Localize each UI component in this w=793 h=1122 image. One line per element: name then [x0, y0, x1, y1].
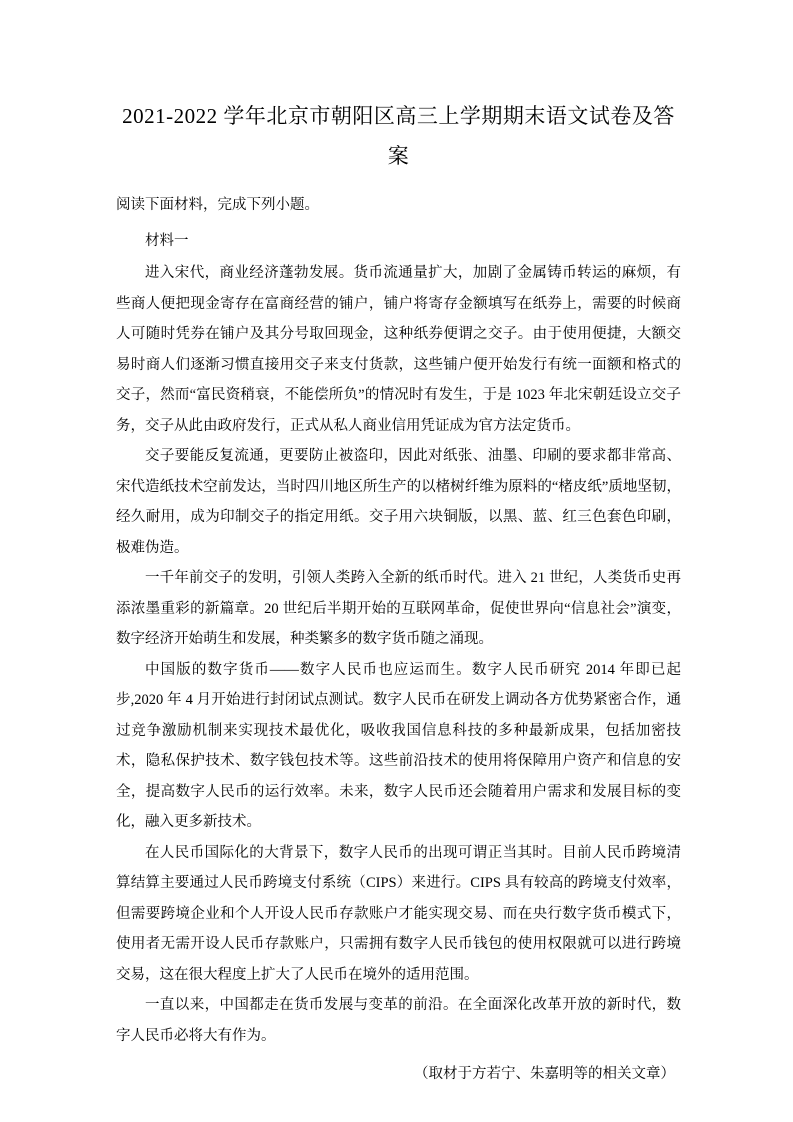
- body-paragraph: 进入宋代，商业经济蓬勃发展。货币流通量扩大，加剧了金属铸币转运的麻烦，有些商人便把现金寄存在富商经营的铺户，铺户将寄存金额填写在纸券上，需要的时候商人可随时凭券在铺户及其分号取回现金，这种纸券便谓之交子。由于使用便捷，大额交易时商人们逐渐习惯直接用交子来支付货款，这些铺户便开始发行有统一面额和格式的交子，然而“富民资稍衰，不能偿所负”的情况时有发生，于是 1023 年北宋朝廷设立交子务，交子从此由政府发行，正式从私人商业信用凭证成为官方法定货币。: [116, 265, 681, 434]
- body-paragraph: 一直以来，中国都走在货币发展与变革的前沿。在全面深化改革开放的新时代，数字人民币必将大有作为。: [116, 997, 681, 1044]
- source-note: （取材于方若宁、朱嘉明等的相关文章）: [414, 1066, 675, 1082]
- page-title: 2021-2022 学年北京市朝阳区高三上学期期末语文试卷及答案: [122, 104, 675, 168]
- reading-instruction: 阅读下面材料，完成下列小题。: [116, 197, 319, 213]
- body-paragraph: 交子要能反复流通，更要防止被盗印，因此对纸张、油墨、印刷的要求都非常高、宋代造纸技术空前发达，当时四川地区所生产的以楮树纤维为原料的“楮皮纸”质地坚韧，经久耐用，成为印制交子的指定用纸。交子用六块铜版，以黑、蓝、红三色套色印刷，极难伪造。: [116, 448, 681, 556]
- body-paragraph: 一千年前交子的发明，引领人类跨入全新的纸币时代。进入 21 世纪，人类货币史再添浓墨重彩的新篇章。20 世纪后半期开始的互联网革命，促使世界向“信息社会”演变，数字经济开始萌生和发展，种类繁多的数字货币随之涌现。: [116, 570, 681, 647]
- body-paragraph: 在人民币国际化的大背景下，数字人民币的出现可谓正当其时。目前人民币跨境清算结算主要通过人民币跨境支付系统（CIPS）来进行。CIPS 具有较高的跨境支付效率，但需要跨境企业和个人开设人民币存款账户才能实现交易、而在央行数字货币模式下，使用者无需开设人民币存款账户，只需拥有数字人民币钱包的使用权限就可以进行跨境交易，这在很大程度上扩大了人民币在境外的适用范围。: [116, 844, 681, 983]
- body-paragraph: 中国版的数字货币——数字人民币也应运而生。数字人民币研究 2014 年即已起步,2020 年 4 月开始进行封闭试点测试。数字人民币在研发上调动各方优势紧密合作，通过竞争激励机制来实现技术最优化，吸收我国信息科技的多种最新成果，包括加密技术，隐私保护技术、数字钱包技术等。这些前沿技术的使用将保障用户资产和信息的安全，提高数字人民币的运行效率。未来，数字人民币还会随着用户需求和发展目标的变化，融入更多新技术。: [116, 661, 681, 830]
- material-label: 材料一: [145, 233, 189, 249]
